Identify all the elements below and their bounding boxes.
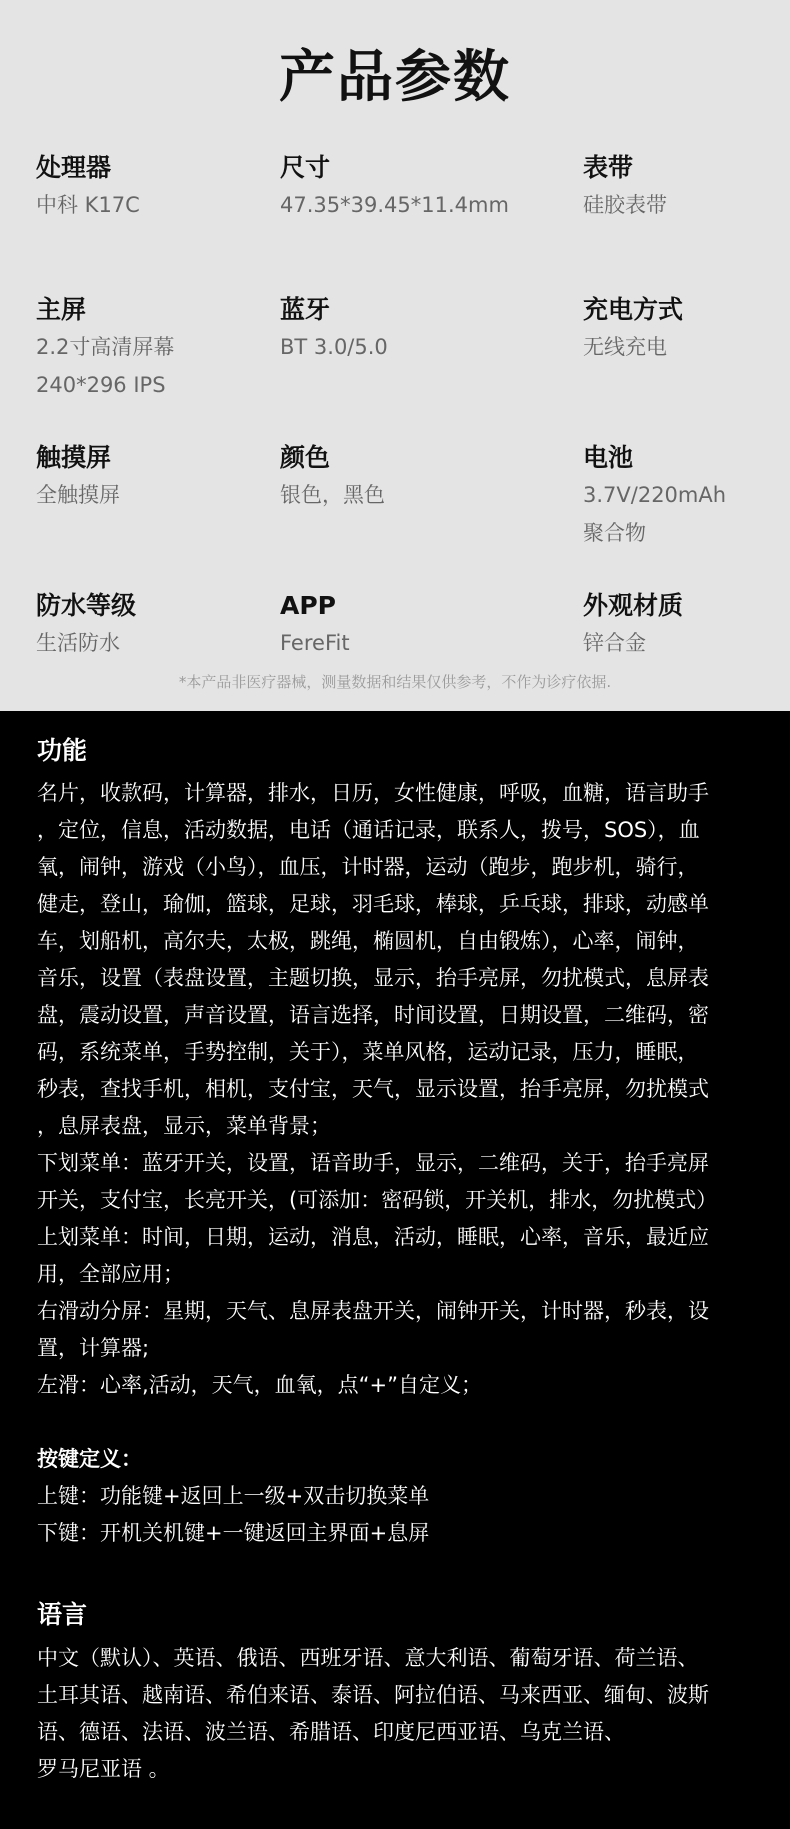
spec-bluetooth (280, 292, 388, 366)
spec-value: 硅胶表带 (583, 193, 667, 217)
spec-label: 蓝牙 (280, 295, 331, 324)
spec-label: 主屏 (36, 295, 87, 324)
languages-line: 土耳其语、越南语、希伯来语、泰语、阿拉伯语、马来西亚、缅甸、波斯 (37, 1683, 709, 1707)
keys-line: 上键：功能键+返回上一级+双击切换菜单 (37, 1484, 430, 1508)
spec-label: 防水等级 (36, 591, 137, 620)
features-text (37, 775, 753, 1404)
spec-touchscreen (36, 440, 120, 514)
spec-processor (36, 150, 140, 224)
spec-panel (0, 0, 790, 711)
spec-value: 中科 K17C (36, 193, 140, 217)
keys-line: 下键：开机关机键+一键返回主界面+息屏 (37, 1521, 430, 1545)
spec-screen (36, 292, 174, 404)
spec-value: 47.35*39.45*11.4mm (280, 193, 509, 217)
features-line: 下划菜单：蓝牙开关，设置，语音助手，显示，二维码，关于，抬手亮屏 (37, 1151, 709, 1175)
spec-waterproof (36, 588, 136, 662)
spec-label: APP (280, 591, 336, 620)
spec-label: 处理器 (36, 153, 112, 182)
keys-heading: 按键定义： (37, 1447, 142, 1471)
spec-value: 聚合物 (583, 521, 646, 545)
spec-value: 3.7V/220mAh (583, 483, 727, 507)
keys-text (37, 1441, 753, 1552)
spec-value: 银色，黑色 (280, 483, 385, 507)
features-line: 右滑动分屏：星期，天气、息屏表盘开关，闹钟开关，计时器，秒表，设 (37, 1299, 709, 1323)
languages-text (37, 1640, 753, 1788)
spec-label: 外观材质 (583, 591, 684, 620)
languages-line: 罗马尼亚语 。 (37, 1757, 170, 1781)
spec-color (280, 440, 385, 514)
spec-value: 全触摸屏 (36, 483, 120, 507)
features-line: ，定位，信息，活动数据，电话（通话记录，联系人，拨号，SOS），血 (37, 818, 700, 842)
spec-value: FereFit (280, 631, 350, 655)
page-title: 产品参数 (279, 45, 511, 110)
features-line: 盘，震动设置，声音设置，语言选择，时间设置，日期设置，二维码，密 (37, 1003, 709, 1027)
spec-battery (583, 440, 726, 552)
description-panel (0, 711, 790, 1829)
spec-size (280, 150, 509, 224)
spec-label: 表带 (583, 153, 634, 182)
spec-charging (583, 292, 683, 366)
features-line: 置，计算器; (37, 1336, 150, 1360)
spec-strap (583, 150, 667, 224)
spec-value: 无线充电 (583, 335, 667, 359)
features-line: 左滑：心率,活动，天气，血氧，点“+”自定义； (37, 1373, 483, 1397)
spec-value: 生活防水 (36, 631, 120, 655)
features-line: 上划菜单：时间，日期，运动，消息，活动，睡眠，心率，音乐，最近应 (37, 1225, 709, 1249)
features-line: 音乐，设置（表盘设置，主题切换，显示，抬手亮屏，勿扰模式，息屏表 (37, 966, 709, 990)
features-line: ，息屏表盘，显示，菜单背景； (37, 1114, 331, 1138)
disclaimer: *本产品非医疗器械，测量数据和结果仅供参考，不作为诊疗依据. (178, 673, 612, 691)
spec-value: 240*296 IPS (36, 373, 166, 397)
features-line: 用，全部应用； (37, 1262, 184, 1286)
features-line: 开关，支付宝，长亮开关，(可添加：密码锁，开关机，排水，勿扰模式） (37, 1188, 718, 1212)
spec-label: 尺寸 (280, 153, 331, 182)
features-line: 氧，闹钟，游戏（小鸟），血压，计时器，运动（跑步，跑步机，骑行， (37, 855, 699, 879)
features-line: 健走，登山，瑜伽，篮球，足球，羽毛球，棒球，乒乓球，排球，动感单 (37, 892, 709, 916)
spec-label: 电池 (583, 443, 634, 472)
features-line: 秒表，查找手机，相机，支付宝，天气，显示设置，抬手亮屏，勿扰模式 (37, 1077, 709, 1101)
spec-value: 2.2寸高清屏幕 (36, 335, 175, 359)
spec-label: 充电方式 (583, 295, 684, 324)
languages-line: 中文（默认）、英语、俄语、西班牙语、意大利语、葡萄牙语、荷兰语、 (37, 1646, 699, 1670)
languages-line: 语、德语、法语、波兰语、希腊语、印度尼西亚语、乌克兰语、 (37, 1720, 625, 1744)
spec-value: BT 3.0/5.0 (280, 335, 388, 359)
spec-app (280, 588, 350, 662)
features-line: 名片，收款码，计算器，排水，日历，女性健康，呼吸，血糖，语言助手 (37, 781, 709, 805)
features-line: 车，划船机，高尔夫，太极，跳绳，椭圆机，自由锻炼），心率，闹钟， (37, 929, 699, 953)
features-line: 码，系统菜单，手势控制，关于），菜单风格，运动记录，压力，睡眠， (37, 1040, 699, 1064)
spec-value: 锌合金 (583, 631, 646, 655)
spec-label: 颜色 (280, 443, 331, 472)
languages-heading: 语言 (37, 1600, 88, 1629)
spec-material (583, 588, 683, 662)
features-heading: 功能 (37, 736, 88, 765)
spec-label: 触摸屏 (36, 443, 112, 472)
